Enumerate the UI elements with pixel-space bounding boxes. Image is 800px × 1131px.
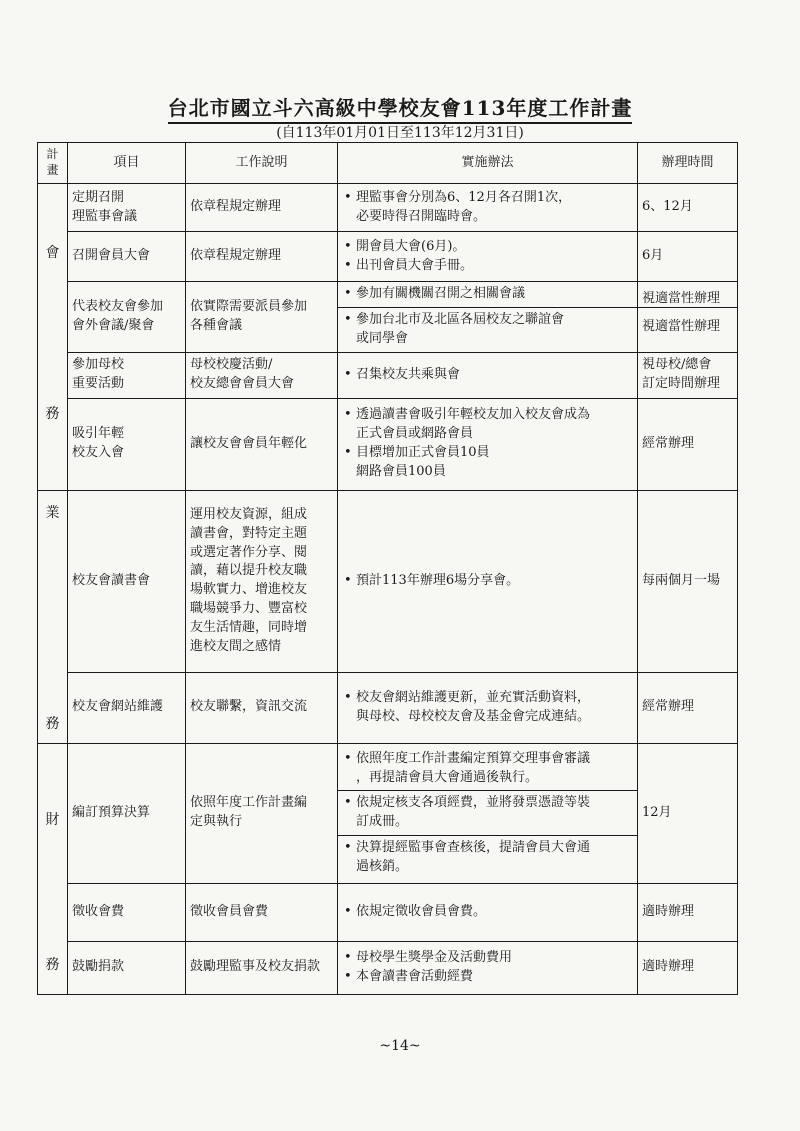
cell-desc: 依實際需要派員參加 各種會議 [186, 282, 338, 353]
method-part [338, 282, 637, 307]
time-part: 視適當性辦理 [642, 290, 721, 306]
cell-time: 適時辦理 [638, 884, 738, 942]
bullet-icon: • [344, 445, 352, 461]
table-row [38, 673, 738, 744]
cell-desc: 徵收會員會費 [186, 884, 338, 942]
cell-desc: 讓校友會會員年輕化 [186, 398, 338, 490]
method-text: 依規定核支各項經費，並將發票憑證等裝 訂成冊。 [356, 795, 591, 830]
method-text: 出刊會員大會手冊。 [356, 257, 474, 273]
work-plan-table [37, 142, 738, 995]
bullet-icon: • [344, 257, 352, 273]
cell-desc: 依章程規定辦理 [186, 232, 338, 282]
bullet-icon: • [344, 795, 352, 811]
bullet-icon: • [344, 950, 352, 966]
cell-item: 召開會員大會 [68, 232, 186, 282]
cell-method [338, 398, 638, 490]
cell-item: 定期召開 理監事會議 [68, 184, 186, 232]
category-ye-wu [38, 490, 68, 743]
method-text: 預計113年辦理6場分享會。 [356, 572, 520, 588]
category-char: 務 [45, 406, 60, 423]
cell-time: 12月 [638, 743, 738, 884]
method-text: 參加有關機關召開之相關會議 [356, 286, 526, 301]
cell-time: 視母校/總會 訂定時間辦理 [638, 352, 738, 398]
method-text: 本會讀書會活動經費 [356, 968, 474, 984]
method-item [342, 285, 633, 304]
table-row [38, 232, 738, 282]
document-period: (自113年01月01日至113年12月31日) [276, 125, 524, 141]
method-text: 透過讀書會吸引年輕校友加入校友會成為 正式會員或網路會員 [356, 407, 591, 442]
cell-method [338, 673, 638, 744]
cell-item: 代表校友會參加 會外會議/聚會 [68, 282, 186, 353]
cell-desc: 依照年度工作計畫編 定與執行 [186, 743, 338, 884]
category-char: 務 [45, 716, 60, 733]
cell-method [338, 490, 638, 672]
method-item [342, 366, 633, 385]
method-text: 依規定徵收會員會費。 [356, 904, 487, 920]
method-item [342, 189, 633, 227]
cell-time: 經常辦理 [638, 673, 738, 744]
cell-time: 6月 [638, 232, 738, 282]
method-item [342, 949, 633, 968]
bullet-icon: • [344, 572, 352, 588]
method-item [342, 406, 633, 444]
bullet-icon: • [344, 366, 352, 382]
cell-method [338, 232, 638, 282]
table-row [38, 942, 738, 994]
cell-time: 6、12月 [638, 184, 738, 232]
page-number: ~14~ [379, 1038, 421, 1054]
category-hui-wu [38, 184, 68, 491]
method-text: 母校學生獎學金及活動費用 [356, 950, 513, 966]
category-char: 業 [45, 504, 60, 521]
method-text: 依照年度工作計畫編定預算交理事會審議 ，再提請會員大會通過後執行。 [356, 750, 591, 785]
method-text: 理監事會分別為6、12月各召開1次， 必要時得召開臨時會。 [356, 189, 572, 224]
method-part [338, 307, 637, 352]
header-time: 辦理時間 [638, 143, 738, 184]
cell-item: 編訂預算決算 [68, 743, 186, 884]
method-item [342, 311, 633, 349]
cell-method [338, 352, 638, 398]
header-method: 實施辦法 [338, 143, 638, 184]
bullet-icon: • [344, 689, 352, 705]
bullet-icon: • [344, 238, 352, 254]
header-plan: 計畫 [38, 143, 68, 184]
cell-desc: 校友聯繫，資訊交流 [186, 673, 338, 744]
category-char: 務 [45, 957, 60, 974]
bullet-icon: • [344, 750, 352, 766]
bullet-icon: • [344, 189, 352, 205]
table-header-row [38, 143, 738, 184]
table-body [38, 184, 738, 995]
cell-method [338, 184, 638, 232]
cell-time [638, 282, 738, 353]
cell-method [338, 884, 638, 942]
bullet-icon: • [344, 407, 352, 423]
table-row [38, 743, 738, 884]
cell-item: 徵收會費 [68, 884, 186, 942]
method-text: 開會員大會(6月)。 [356, 238, 466, 254]
document-title: 台北市國立斗六高級中學校友會113年度工作計畫 [0, 92, 800, 121]
bullet-icon: • [344, 968, 352, 984]
header-desc: 工作說明 [186, 143, 338, 184]
cell-item: 校友會讀書會 [68, 490, 186, 672]
bullet-icon: • [344, 840, 352, 856]
cell-method [338, 743, 638, 884]
method-item [342, 257, 633, 276]
method-text: 決算提經監事會查核後，提請會員大會通 過核銷。 [356, 840, 591, 874]
category-cai-wu [38, 743, 68, 994]
bullet-icon: • [344, 286, 352, 301]
method-item [342, 444, 633, 482]
method-item [342, 839, 633, 877]
method-item [342, 238, 633, 257]
cell-item: 參加母校 重要活動 [68, 352, 186, 398]
method-text: 目標增加正式會員10員 網路會員100員 [356, 445, 490, 479]
table-row [38, 398, 738, 490]
method-item [342, 794, 633, 832]
table-row [38, 884, 738, 942]
method-text: 校友會網站維護更新，並充實活動資料， 與母校、母校校友會及基金會完成連結。 [356, 689, 591, 724]
method-part [338, 835, 637, 880]
category-char: 會 [45, 244, 60, 261]
cell-desc: 依章程規定辦理 [186, 184, 338, 232]
header-item: 項目 [68, 143, 186, 184]
cell-time: 每兩個月一場 [638, 490, 738, 672]
cell-method [338, 942, 638, 994]
table-row [38, 490, 738, 672]
cell-item: 吸引年輕 校友入會 [68, 398, 186, 490]
cell-method [338, 282, 638, 353]
time-part: 視適當性辦理 [638, 307, 737, 347]
cell-desc: 母校校慶活動/ 校友總會會員大會 [186, 352, 338, 398]
cell-desc: 鼓勵理監事及校友捐款 [186, 942, 338, 994]
cell-item: 鼓勵捐款 [68, 942, 186, 994]
method-item [342, 903, 633, 922]
cell-item: 校友會網站維護 [68, 673, 186, 744]
cell-desc: 運用校友資源，組成 讀書會，對特定主題 或選定著作分享、閱 讀，藉以提升校友職 場軟實力、增進校友 職場競爭力、豐富校 友生活情趣，同時增 進校友間之感情 [186, 490, 338, 672]
method-item [342, 572, 633, 591]
method-text: 參加台北市及北區各屆校友之聯誼會 或同學會 [356, 311, 565, 346]
method-item [342, 689, 633, 727]
method-item [342, 968, 633, 987]
method-part [338, 747, 637, 791]
table-row [38, 184, 738, 232]
category-char: 財 [45, 811, 60, 828]
cell-time: 經常辦理 [638, 398, 738, 490]
table-row [38, 282, 738, 353]
method-text: 召集校友共乘與會 [356, 366, 461, 382]
bullet-icon: • [344, 311, 352, 327]
cell-time: 適時辦理 [638, 942, 738, 994]
method-item [342, 750, 633, 788]
bullet-icon: • [344, 904, 352, 920]
table-row [38, 352, 738, 398]
method-part [338, 790, 637, 835]
